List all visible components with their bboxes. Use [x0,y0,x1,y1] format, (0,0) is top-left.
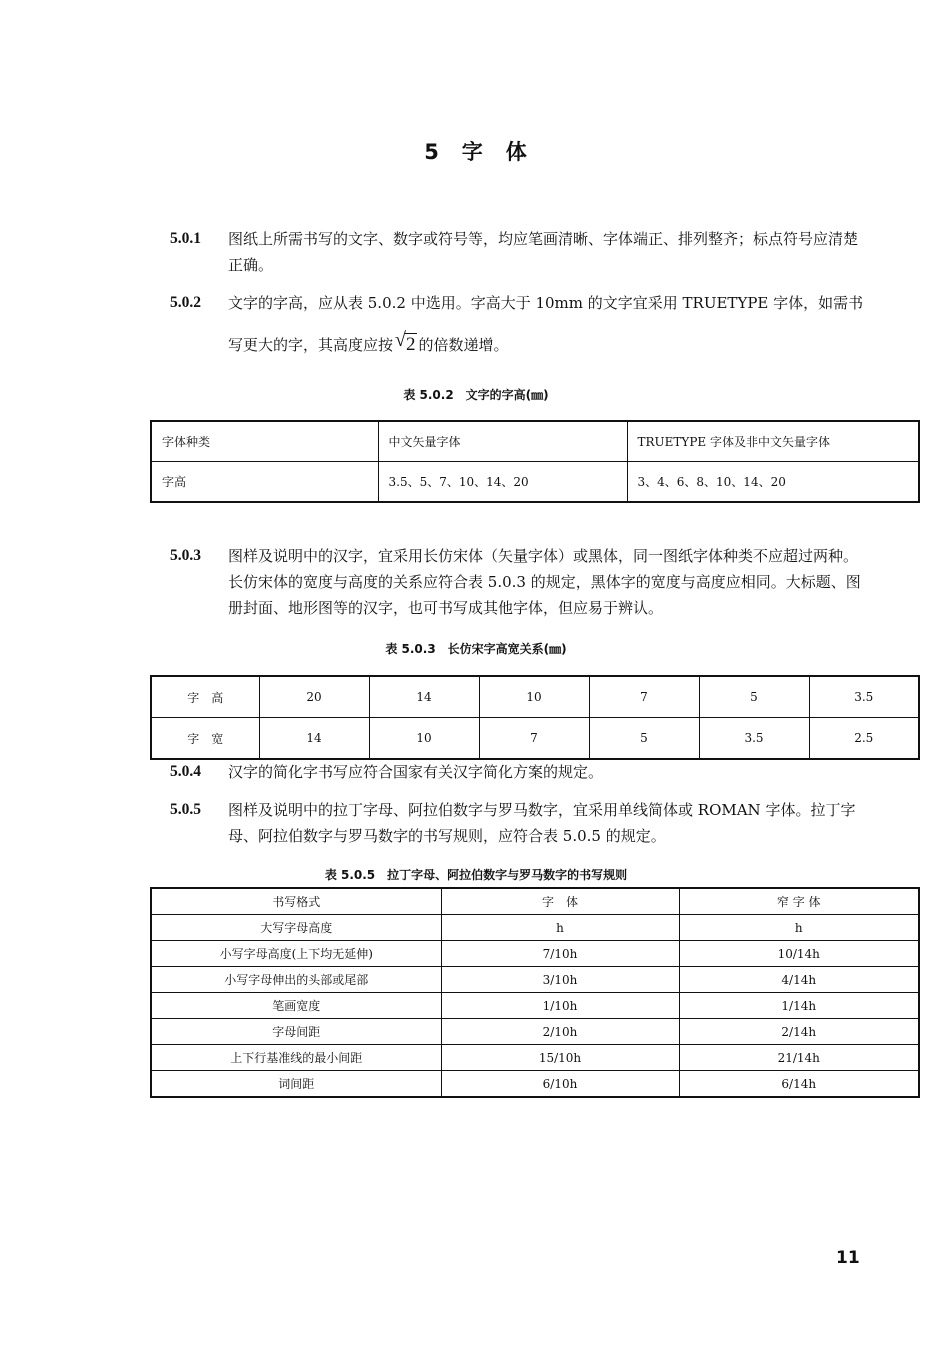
clause-5-0-4 [170,759,870,785]
clause-5-0-2 [170,290,870,358]
table-cell: 大写字母高度 [151,915,441,941]
table-cell: 字高 [151,462,378,503]
table-cell: 2/10h [441,1019,679,1045]
table-cell: 3、4、6、8、10、14、20 [627,462,919,503]
clause-text [228,290,870,358]
table-cell: TRUETYPE 字体及非中文矢量字体 [627,421,919,462]
table-cell: 7/10h [441,941,679,967]
clause-text-b: 的倍数递增。 [418,336,509,354]
table-cell: 词间距 [151,1071,441,1098]
clause-number: 5.0.1 [170,230,201,247]
clause-text-a: 文字的字高，应从表 5.0.2 中选用。字高大于 10mm 的文字宜采用 TRUETYPE 字体，如需书写更大的字，其高度应按 [228,294,864,354]
table-cell: h [679,915,919,941]
table-cell: 小写字母伸出的头部或尾部 [151,967,441,993]
table-cell: 10 [479,676,589,718]
clause-5-0-5 [170,797,870,849]
table-row [151,967,919,993]
table-cell: 7 [589,676,699,718]
table-cell: 14 [369,676,479,718]
table-cell: 14 [259,718,369,760]
table-cell: 上下行基准线的最小间距 [151,1045,441,1071]
table-row [151,421,919,462]
clause-number: 5.0.2 [170,294,201,311]
table-cell: 字 宽 [151,718,259,760]
table-row [151,676,919,718]
table-cell: 21/14h [679,1045,919,1071]
chapter-title: 5 字 体 [424,140,528,164]
table-row [151,993,919,1019]
radical-sign-icon: √ [395,329,406,351]
clause-number: 5.0.4 [170,763,201,780]
clause-5-0-3 [170,543,870,621]
clause-text: 图样及说明中的拉丁字母、阿拉伯数字与罗马数字，宜采用单线简体或 ROMAN 字体。拉丁字母、阿拉伯数字与罗马数字的书写规则，应符合表 5.0.5 的规定。 [228,801,856,845]
clause-text: 图纸上所需书写的文字、数字或符号等，均应笔画清晰、字体端正、排列整齐；标点符号应清楚正确。 [228,230,859,274]
table-502-caption: 表 5.0.2 文字的字高(㎜) [403,388,549,402]
clause-number: 5.0.3 [170,547,201,564]
table-cell: 6/10h [441,1071,679,1098]
table-cell: 3/10h [441,967,679,993]
table-row [151,1019,919,1045]
sqrt-expression [395,329,417,358]
table-cell: 1/14h [679,993,919,1019]
table-cell: 笔画宽度 [151,993,441,1019]
table-cell: h [441,915,679,941]
table-cell: 6/14h [679,1071,919,1098]
table-header-cell: 书写格式 [151,888,441,915]
table-cell: 小写字母高度(上下均无延伸) [151,941,441,967]
table-cell: 字体种类 [151,421,378,462]
table-cell: 3.5 [699,718,809,760]
table-505 [150,887,920,1098]
table-cell: 10 [369,718,479,760]
table-cell: 7 [479,718,589,760]
clause-text: 汉字的简化字书写应符合国家有关汉字简化方案的规定。 [228,763,604,781]
table-row [151,1071,919,1098]
table-cell: 4/14h [679,967,919,993]
clause-5-0-1 [170,226,870,278]
table-503 [150,675,920,760]
table-cell: 中文矢量字体 [378,421,627,462]
clause-text: 图样及说明中的汉字，宜采用长仿宋体（矢量字体）或黑体，同一图纸字体种类不应超过两种。长仿宋体的宽度与高度的关系应符合表 5.0.3 的规定，黑体字的宽度与高度应相同。大标题、图册封面、地形图等的汉字，也可书写成其他字体，但应易于辨认。 [228,547,861,617]
table-cell: 2/14h [679,1019,919,1045]
table-cell: 20 [259,676,369,718]
table-header-row [151,888,919,915]
table-cell: 1/10h [441,993,679,1019]
table-cell: 5 [699,676,809,718]
table-row [151,941,919,967]
table-cell: 15/10h [441,1045,679,1071]
table-cell: 5 [589,718,699,760]
table-header-cell: 窄 字 体 [679,888,919,915]
clause-number: 5.0.5 [170,801,201,818]
table-cell: 字母间距 [151,1019,441,1045]
table-row [151,462,919,503]
table-cell: 字 高 [151,676,259,718]
table-row [151,718,919,760]
table-cell: 10/14h [679,941,919,967]
table-502 [150,420,920,503]
table-row [151,915,919,941]
table-header-cell: 字 体 [441,888,679,915]
sqrt-argument: 2 [406,334,416,355]
table-cell: 3.5、5、7、10、14、20 [378,462,627,503]
table-503-caption: 表 5.0.3 长仿宋字高宽关系(㎜) [385,642,567,656]
table-cell: 3.5 [809,676,919,718]
page-number: 11 [836,1248,860,1268]
table-cell: 2.5 [809,718,919,760]
table-505-caption: 表 5.0.5 拉丁字母、阿拉伯数字与罗马数字的书写规则 [324,868,628,882]
table-row [151,1045,919,1071]
